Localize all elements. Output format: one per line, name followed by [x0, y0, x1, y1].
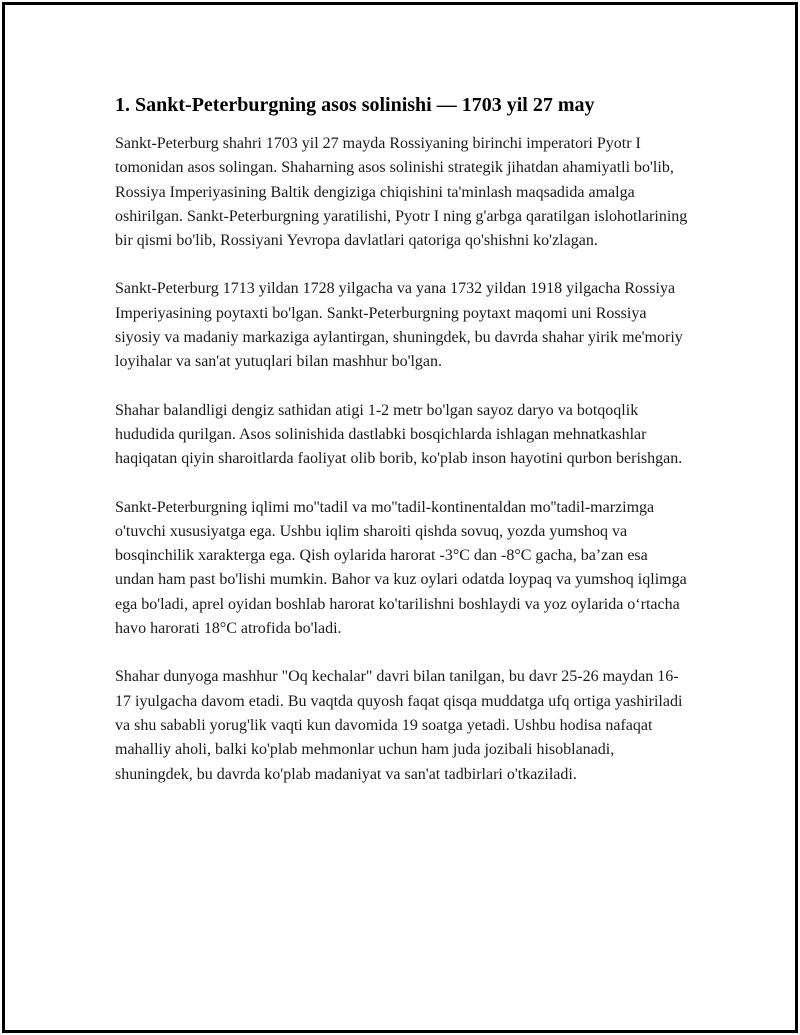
paragraph-founding: Sankt-Peterburg shahri 1703 yil 27 mayda Rossiyaning birinchi imperatori Pyotr I tomonidan asos solingan. Shaharning asos solinishi strategik jihatdan ahamiyatli bo'lib, Rossiya Imperiyasining Baltik dengiziga chiqishini ta'minlash maqsadida amalga oshirilgan. Sankt-Peterburgning yaratilishi, Pyotr I ning g'arbga qaratilgan islohotlarining bir qismi bo'lib, Rossiyani Yevropa davlatlari qatoriga qo'shishni ko'zlagan.: [115, 135, 688, 250]
document-body: [115, 91, 690, 811]
paragraph-climate: Sankt-Peterburgning iqlimi mo''tadil va mo''tadil-kontinentaldan mo''tadil-marzimga o'tuvchi xususiyatga ega. Ushbu iqlim sharoiti qishda sovuq, yozda yumshoq va bosqinchilik xarakterga ega. Qish oylarida harorat -3°C dan -8°C gacha, ba’zan esa undan ham past bo'lishi mumkin. Bahor va kuz oylari odatda loypaq va yumshoq iqlimga ega bo'ladi, aprel oyidan boshlab harorat ko'tarilishni boshlaydi va yoz oylarida o‘rtacha havo harorati 18°C atrofida bo'ladi.: [115, 498, 687, 638]
paragraph-terrain: Shahar balandligi dengiz sathidan atigi 1-2 metr bo'lgan sayoz daryo va botqoqlik hududida qurilgan. Asos solinishida dastlabki bosqichlarda ishlagan mehnatkashlar haqiqatan qiyin sharoitlarda faoliyat olib borib, ko'plab inson hayotini qurbon berishgan.: [115, 401, 683, 468]
section-title: 1. Sankt-Peterburgning asos solinishi — 1703 yil 27 may: [115, 94, 595, 116]
paragraph-white-nights: Shahar dunyoga mashhur "Oq kechalar" davri bilan tanilgan, bu davr 25-26 maydan 16-17 iyulgacha davom etadi. Bu vaqtda quyosh faqat qisqa muddatga ufq ortiga yashiriladi va shu sababli yorug'lik vaqti kun davomida 19 soatga yetadi. Ushbu hodisa nafaqat mahalliy aholi, balki ko'plab mehmonlar uchun ham juda jozibali hisoblanadi, shuningdek, bu davrda ko'plab madaniyat va san'at tadbirlari o'tkaziladi.: [115, 668, 683, 783]
paragraph-capital: Sankt-Peterburg 1713 yildan 1728 yilgacha va yana 1732 yildan 1918 yilgacha Rossiya Imperiyasining poytaxti bo'lgan. Sankt-Peterburgning poytaxt maqomi uni Rossiya siyosiy va madaniy markaziga aylantirgan, shuningdek, bu davrda shahar yirik me'moriy loyihalar va san'at yutuqlari bilan mashhur bo'lgan.: [115, 280, 683, 371]
